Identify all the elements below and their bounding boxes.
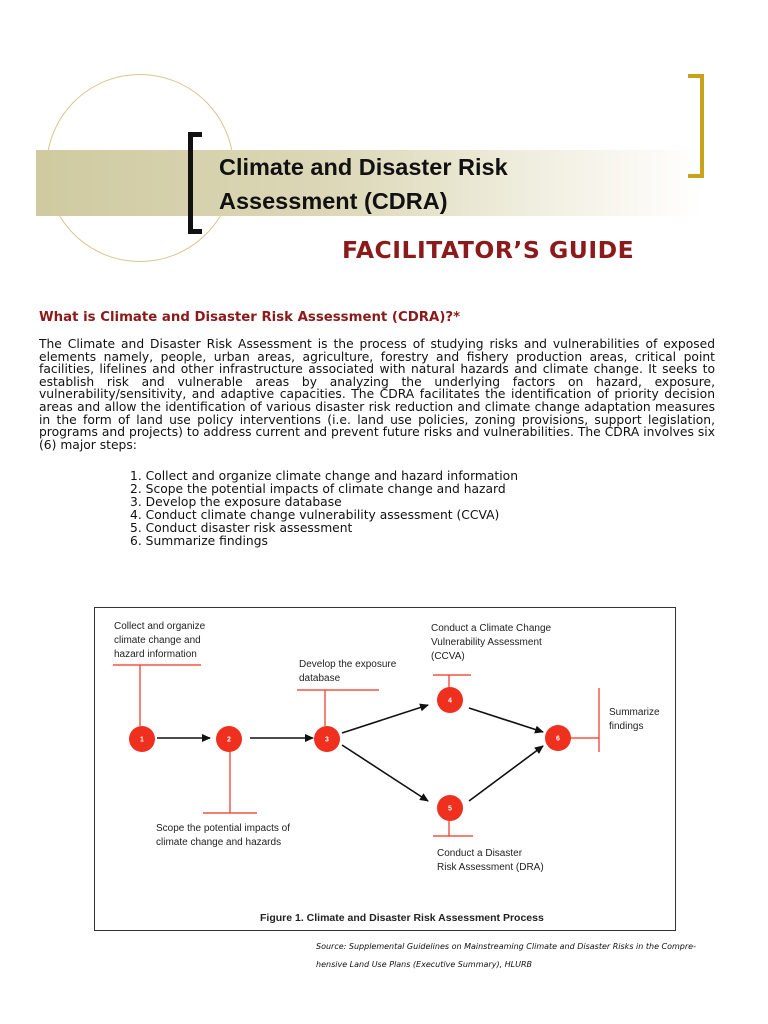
label-step-3-line1: Develop the exposure bbox=[299, 659, 397, 670]
label-step-2-line2: climate change and hazards bbox=[156, 837, 282, 848]
step-item: 6. Summarize findings bbox=[130, 534, 268, 548]
label-step-6-line1: Summarize bbox=[609, 707, 660, 718]
label-step-1-line1: Collect and organize bbox=[114, 621, 206, 632]
title-line-1: Climate and Disaster Risk bbox=[219, 154, 508, 180]
label-step-4-line3: (CCVA) bbox=[431, 651, 465, 662]
process-arrows bbox=[157, 705, 543, 801]
label-step-1-line2: climate change and bbox=[114, 635, 201, 646]
arrow-3-5 bbox=[342, 745, 428, 801]
label-leaders bbox=[113, 665, 599, 836]
step-node-5-number: 5 bbox=[448, 805, 452, 813]
step-node-4-number: 4 bbox=[448, 697, 452, 705]
label-step-4-line1: Conduct a Climate Change bbox=[431, 623, 552, 634]
arrow-3-4 bbox=[342, 705, 428, 733]
step-item: 4. Conduct climate change vulnerability assessment (CCVA) bbox=[130, 508, 500, 522]
label-step-1-line3: hazard information bbox=[114, 649, 197, 660]
label-step-6-line2: findings bbox=[609, 721, 644, 732]
step-node-3-number: 3 bbox=[325, 736, 329, 744]
step-node-2-number: 2 bbox=[227, 736, 231, 744]
steps-list bbox=[130, 470, 518, 548]
label-step-3-line2: database bbox=[299, 673, 341, 684]
section-heading: What is Climate and Disaster Risk Assessment (CDRA)?* bbox=[39, 310, 461, 325]
process-nodes bbox=[129, 687, 571, 821]
step-node-6-number: 6 bbox=[556, 735, 560, 743]
source-citation bbox=[316, 938, 716, 974]
step-item: 2. Scope the potential impacts of climate change and hazard bbox=[130, 482, 506, 496]
figure-caption: Figure 1. Climate and Disaster Risk Assessment Process bbox=[260, 912, 544, 924]
right-bracket bbox=[688, 74, 704, 178]
left-bracket bbox=[188, 132, 202, 234]
title-line-2: Assessment (CDRA) bbox=[219, 188, 448, 214]
label-step-4-line2: Vulnerability Assessment bbox=[431, 637, 542, 648]
label-step-5-line1: Conduct a Disaster bbox=[437, 848, 523, 859]
label-step-5-line2: Risk Assessment (DRA) bbox=[437, 862, 544, 873]
step-item: 1. Collect and organize climate change and hazard information bbox=[130, 469, 518, 483]
step-item: 3. Develop the exposure database bbox=[130, 495, 342, 509]
step-node-1-number: 1 bbox=[140, 736, 144, 744]
intro-paragraph: The Climate and Disaster Risk Assessment is the process of studying risks and vulnerabilities of exposed elements namely, people, urban areas, agriculture, forestry and fishery production areas, critical point facilities, lifelines and other infrastructure associated with natural hazards and climate change. It seeks to establish risk and vulnerable areas by analyzing the underlying factors on hazard, exposure, vulnerability/sensitivity, and adaptive capacities. The CDRA facilitates the identification of priority decision areas and allow the identification of various disaster risk reduction and climate change adaptation measures in the form of land use policy interventions (i.e. land use policies, zoning provisions, support legislation, programs and projects) to address current and prevent future risks and vulnerabilities. The CDRA involves six (6) major steps: bbox=[39, 337, 715, 452]
process-diagram bbox=[95, 608, 675, 930]
step-item: 5. Conduct disaster risk assessment bbox=[130, 521, 353, 535]
document-title bbox=[219, 150, 639, 218]
arrow-4-6 bbox=[469, 708, 543, 732]
label-step-2-line1: Scope the potential impacts of bbox=[156, 823, 290, 834]
source-line-2: hensive Land Use Plans (Executive Summary), HLURB bbox=[316, 960, 533, 969]
arrow-5-6 bbox=[469, 746, 543, 801]
process-figure bbox=[94, 607, 676, 931]
process-labels bbox=[114, 621, 660, 873]
source-line-1: Source: Supplemental Guidelines on Mainstreaming Climate and Disaster Risks in the Compre- bbox=[316, 942, 696, 951]
document-subtitle: FACILITATOR’S GUIDE bbox=[342, 236, 635, 264]
